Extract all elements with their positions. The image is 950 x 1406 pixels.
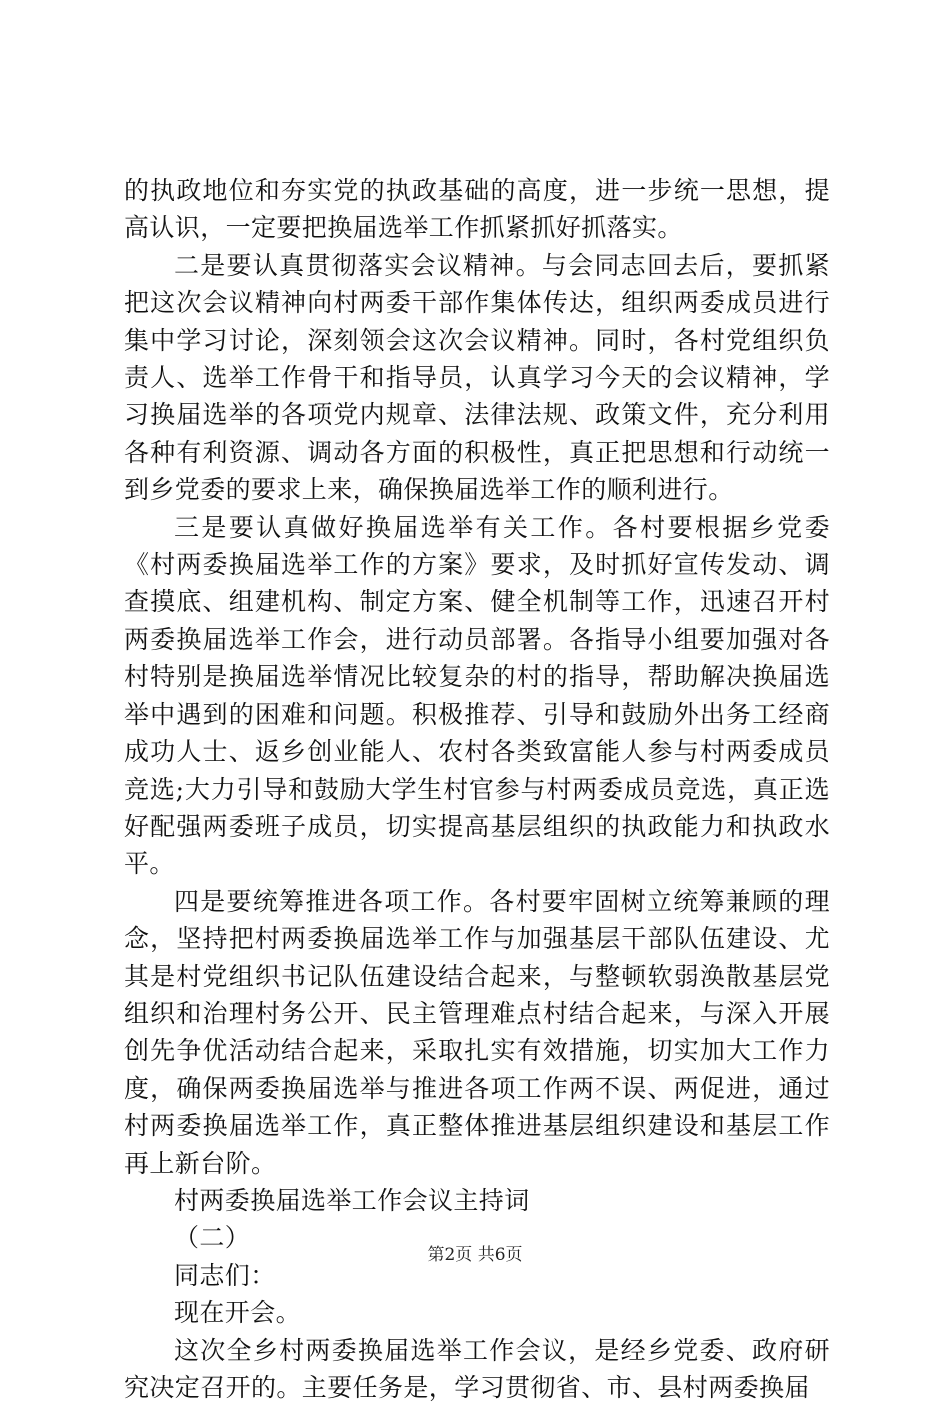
salutation: 同志们： (174, 1260, 276, 1290)
paragraph-point-three: 三是要认真做好换届选举有关工作。各村要根据乡党委《村两委换届选举工作的方案》要求，及时抓好宣传发动、调查摸底、组建机构、制定方案、健全机制等工作，迅速召开村两委换届选举工作会，进行动员部署。各指导小组要加强对各村特别是换届选举情况比较复杂的村的指导，帮助解决换届选举中遇到的困难和问题。积极推荐、引导和鼓励外出务工经商成功人士、返乡创业能人、农村各类致富能人参与村两委成员竞选;大力引导和鼓励大学生村官参与村两委成员竞选，真正选好配强两委班子成员，切实提高基层组织的执政能力和执政水平。 (124, 512, 830, 879)
document-body (124, 172, 830, 1406)
paragraph-point-four: 四是要统筹推进各项工作。各村要牢固树立统筹兼顾的理念，坚持把村两委换届选举工作与加强基层干部队伍建设、尤其是村党组织书记队伍建设结合起来，与整顿软弱涣散基层党组织和治理村务公开、民主管理难点村结合起来，与深入开展创先争优活动结合起来，采取扎实有效措施，切实加大工作力度，确保两委换届选举与推进各项工作两不误、两促进，通过村两委换届选举工作，真正整体推进基层组织建设和基层工作再上新台阶。 (124, 886, 830, 1178)
page-number-footer: 第2页 共6页 (427, 1245, 523, 1265)
section-title: 村两委换届选举工作会议主持词 (174, 1185, 530, 1215)
paragraph-meeting-intro: 这次全乡村两委换届选举工作会议，是经乡党委、政府研究决定召开的。主要任务是，学习贯彻省、市、县村两委换届 (124, 1335, 830, 1402)
paragraph-continuation: 的执政地位和夯实党的执政基础的高度，进一步统一思想，提高认识，一定要把换届选举工作抓紧抓好抓落实。 (124, 176, 830, 243)
opening-line: 现在开会。 (174, 1298, 302, 1328)
paragraph-point-two: 二是要认真贯彻落实会议精神。与会同志回去后，要抓紧把这次会议精神向村两委干部作集体传达，组织两委成员进行集中学习讨论，深刻领会这次会议精神。同时，各村党组织负责人、选举工作骨干和指导员，认真学习今天的会议精神，学习换届选举的各项党内规章、法律法规、政策文件，充分利用各种有利资源、调动各方面的积极性，真正把思想和行动统一到乡党委的要求上来，确保换届选举工作的顺利进行。 (124, 250, 830, 505)
section-number: （二） (174, 1223, 251, 1253)
